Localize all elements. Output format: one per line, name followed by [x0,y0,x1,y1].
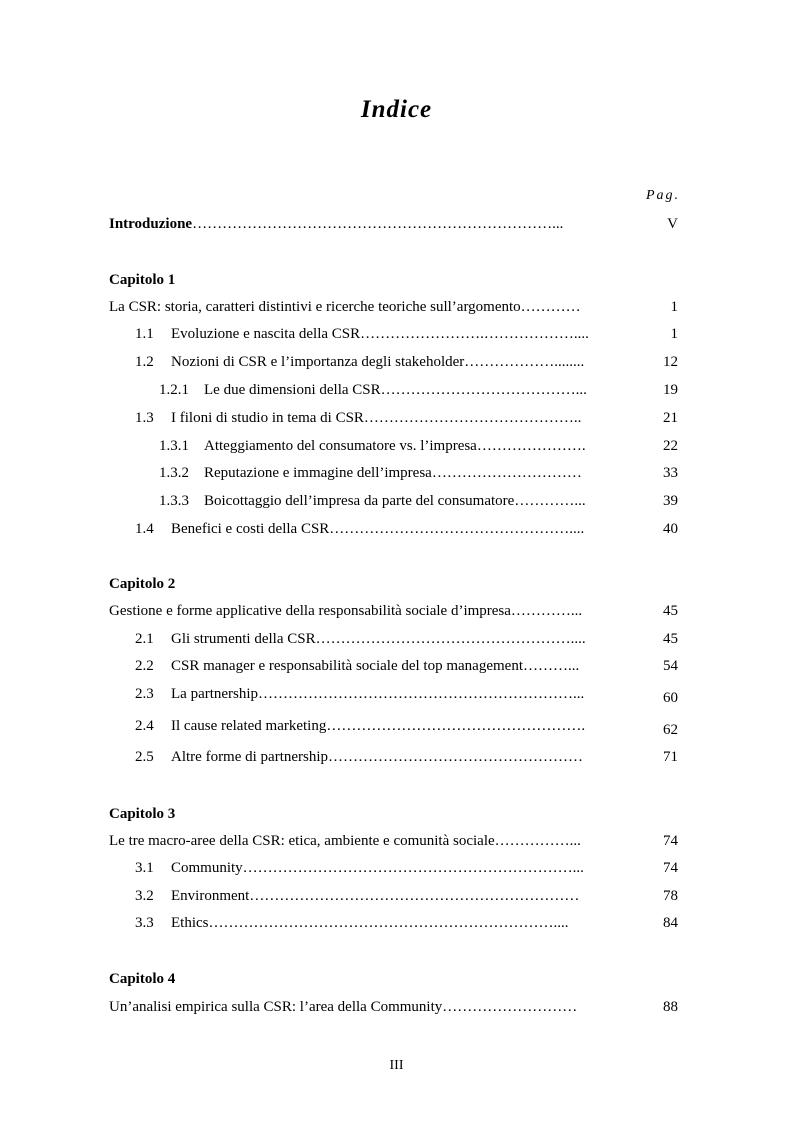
toc-page-number: 1 [670,299,678,315]
toc-entry-subsection[interactable] [0,491,793,511]
section-number: 3.2 [135,888,154,904]
section-number: 1.4 [135,521,154,537]
toc-entry-section[interactable] [0,656,793,676]
toc-page-number: 33 [663,465,678,481]
toc-entry-chapter-2[interactable] [0,601,793,621]
toc-entry-chapter-3[interactable] [0,831,793,851]
section-title: I filoni di studio in tema di CSR…………………………………….. [171,410,582,426]
intro-label: Introduzione [109,216,193,232]
toc-page-number: 19 [663,382,678,398]
toc-page-number: 22 [663,438,678,454]
section-title: La partnership………………………………………………………... [171,686,585,702]
toc-page-number: 21 [663,410,678,426]
section-number: 1.3.2 [159,465,189,481]
intro-dots: ………………………………………………………………... [192,216,564,232]
toc-entry-chapter-1[interactable] [0,297,793,317]
page-title: Indice [360,96,433,123]
footer-page-number: III [389,1058,404,1073]
toc-entry-section[interactable] [0,684,793,704]
toc-page-number: 62 [663,722,678,738]
chapter-title: Un’analisi empirica sulla CSR: l’area della Community……………………… [109,999,578,1015]
section-number: 2.1 [135,631,154,647]
section-title: Environment………………………………………………………… [171,888,580,904]
toc-entry-subsection[interactable] [0,380,793,400]
section-number: 1.2.1 [159,382,189,398]
section-number: 1.2 [135,354,154,370]
section-number: 2.5 [135,749,154,765]
toc-entry-section[interactable] [0,519,793,539]
toc-page-number: 45 [663,631,678,647]
toc-page-number: 88 [663,999,678,1015]
chapter-title: Gestione e forme applicative della responsabilità sociale d’impresa…………... [109,603,583,619]
chapter-heading: Capitolo 3 [109,806,176,822]
toc-entry-section[interactable] [0,747,793,767]
section-number: 3.3 [135,915,154,931]
section-title: Le due dimensioni della CSR…………………………………... [204,382,587,398]
toc-page-number: 60 [663,690,678,706]
toc-page-number: 40 [663,521,678,537]
section-title: Nozioni di CSR e l’importanza degli stakeholder………………........ [171,354,585,370]
section-title: Ethics…………………………………………………………….... [171,915,569,931]
section-title: CSR manager e responsabilità sociale del top management………... [171,658,580,674]
section-number: 2.4 [135,718,154,734]
toc-entry-section[interactable] [0,629,793,649]
section-number: 1.3.3 [159,493,189,509]
toc-entry-introduction[interactable] [0,214,793,234]
section-number: 2.2 [135,658,154,674]
section-number: 3.1 [135,860,154,876]
toc-page-number: 78 [663,888,678,904]
toc-entry-section[interactable] [0,352,793,372]
chapter-heading: Capitolo 4 [109,971,176,987]
toc-page-number: 84 [663,915,678,931]
section-title: Community…………………………………………………………... [171,860,584,876]
section-title: Atteggiamento del consumatore vs. l’impresa…………………. [204,438,586,454]
toc-page-number: 45 [663,603,678,619]
section-title: Evoluzione e nascita della CSR…………………….……………….... [171,326,589,342]
section-title: Il cause related marketing……………………………………………. [171,718,586,734]
toc-entry-section[interactable] [0,716,793,736]
toc-page-number: 71 [663,749,678,765]
toc-entry-chapter-4[interactable] [0,997,793,1017]
toc-page-number: 39 [663,493,678,509]
toc-page-number: V [667,216,678,232]
section-title: Reputazione e immagine dell’impresa………………………… [204,465,582,481]
section-title: Gli strumenti della CSR…………………………………………….... [171,631,586,647]
toc-entry-subsection[interactable] [0,463,793,483]
page-column-label: Pag. [645,188,681,203]
chapter-title: Le tre macro-aree della CSR: etica, ambiente e comunità sociale……………... [109,833,581,849]
section-title: Altre forme di partnership…………………………………………… [171,749,584,765]
toc-page-number: 1 [670,326,678,342]
toc-entry-section[interactable] [0,408,793,428]
toc-page-number: 74 [663,833,678,849]
toc-entry-section[interactable] [0,913,793,933]
section-number: 1.3.1 [159,438,189,454]
section-number: 2.3 [135,686,154,702]
toc-page-number: 54 [663,658,678,674]
toc-entry-section[interactable] [0,324,793,344]
section-title: Boicottaggio dell’impresa da parte del consumatore…………... [204,493,586,509]
chapter-title: La CSR: storia, caratteri distintivi e ricerche teoriche sull’argomento………… [109,299,581,315]
section-number: 1.1 [135,326,154,342]
toc-page-number: 12 [663,354,678,370]
toc-entry-section[interactable] [0,886,793,906]
section-number: 1.3 [135,410,154,426]
chapter-heading: Capitolo 2 [109,576,176,592]
toc-entry-subsection[interactable] [0,436,793,456]
chapter-heading: Capitolo 1 [109,272,176,288]
toc-page-number: 74 [663,860,678,876]
section-title: Benefici e costi della CSR………………………………………….... [171,521,585,537]
toc-entry-section[interactable] [0,858,793,878]
